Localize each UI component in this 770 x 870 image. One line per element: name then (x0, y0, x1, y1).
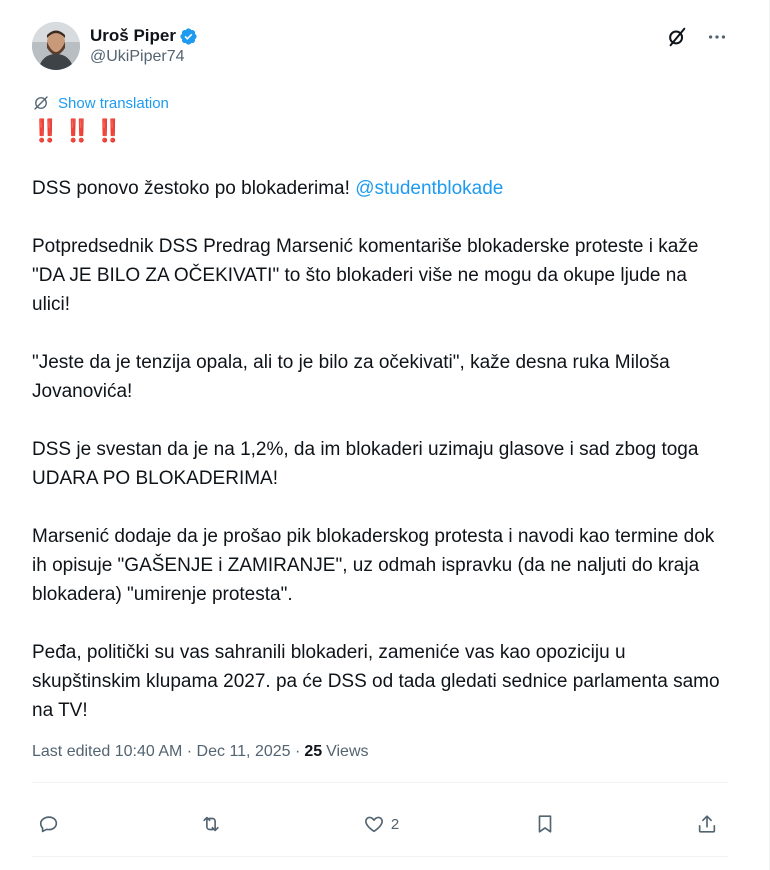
tweet-paragraph: Peđa, politički su vas sahranili blokaderi, zameniće vas kao opoziciju u skupštinskim klupama 2027. pa će DSS od tada gledati sednice parlamenta samo na TV! (32, 642, 720, 721)
emoji-line: ‼️ ‼️ ‼️ (32, 118, 122, 143)
paragraph-text: DSS ponovo žestoko po blokaderima! (32, 178, 356, 199)
repost-icon (200, 813, 222, 835)
tweet-paragraph (32, 174, 728, 203)
tweet-card (32, 18, 728, 761)
tweet-text (32, 116, 728, 725)
more-icon[interactable] (706, 26, 728, 48)
bookmark-button[interactable] (534, 813, 562, 835)
divider (32, 782, 728, 783)
author-display-name[interactable]: Uroš Piper (90, 26, 176, 45)
show-translation-link[interactable] (32, 94, 728, 112)
bookmark-icon (534, 813, 556, 835)
show-translation-label: Show translation (58, 94, 169, 112)
reply-button[interactable] (38, 813, 66, 835)
like-count: 2 (390, 815, 400, 833)
share-button[interactable] (696, 813, 724, 835)
tweet-paragraph: Potpredsednik DSS Predrag Marsenić komentariše blokaderske proteste i kaže "DA JE BILO ZA OČEKIVATI" to što blokaderi više ne mogu da okupe ljude na ulici! (32, 236, 699, 315)
author-names (90, 26, 198, 66)
tweet-paragraph: "Jeste da je tenzija opala, ali to je bilo za očekivati", kaže desna ruka Miloša Jovanovića! (32, 352, 670, 402)
grok-icon[interactable] (666, 26, 688, 48)
tweet-paragraph: Marsenić dodaje da je prošao pik blokaderskog protesta i navodi kao termine dok ih opisuje "GAŠENJE i ZAMIRANJE", uz odmah ispravku (da ne naljuti do kraja blokadera) "umirenje protesta". (32, 526, 715, 605)
header-actions (666, 26, 728, 48)
tweet-actions-bar (32, 794, 728, 854)
name-row (90, 26, 198, 46)
translate-icon (32, 94, 50, 112)
mention-link[interactable]: @studentblokade (355, 178, 504, 199)
edited-timestamp[interactable]: Last edited 10:40 AM · Dec 11, 2025 · (32, 743, 301, 760)
views-label: Views (326, 743, 369, 760)
share-icon (696, 813, 718, 835)
tweet-header (32, 18, 728, 74)
avatar-image (32, 22, 80, 70)
author-handle[interactable]: @UkiPiper74 (90, 48, 185, 65)
views-count: 25 (304, 743, 323, 760)
reply-icon (38, 813, 60, 835)
avatar[interactable] (32, 22, 80, 70)
repost-button[interactable] (200, 813, 228, 835)
heart-icon (363, 813, 385, 835)
tweet-meta (32, 743, 728, 761)
divider (32, 856, 728, 857)
verified-badge-icon[interactable] (179, 27, 198, 46)
like-button[interactable] (363, 813, 399, 835)
tweet-paragraph: DSS je svestan da je na 1,2%, da im blokaderi uzimaju glasove i sad zbog toga UDARA PO BLOKADERIMA! (32, 439, 699, 489)
